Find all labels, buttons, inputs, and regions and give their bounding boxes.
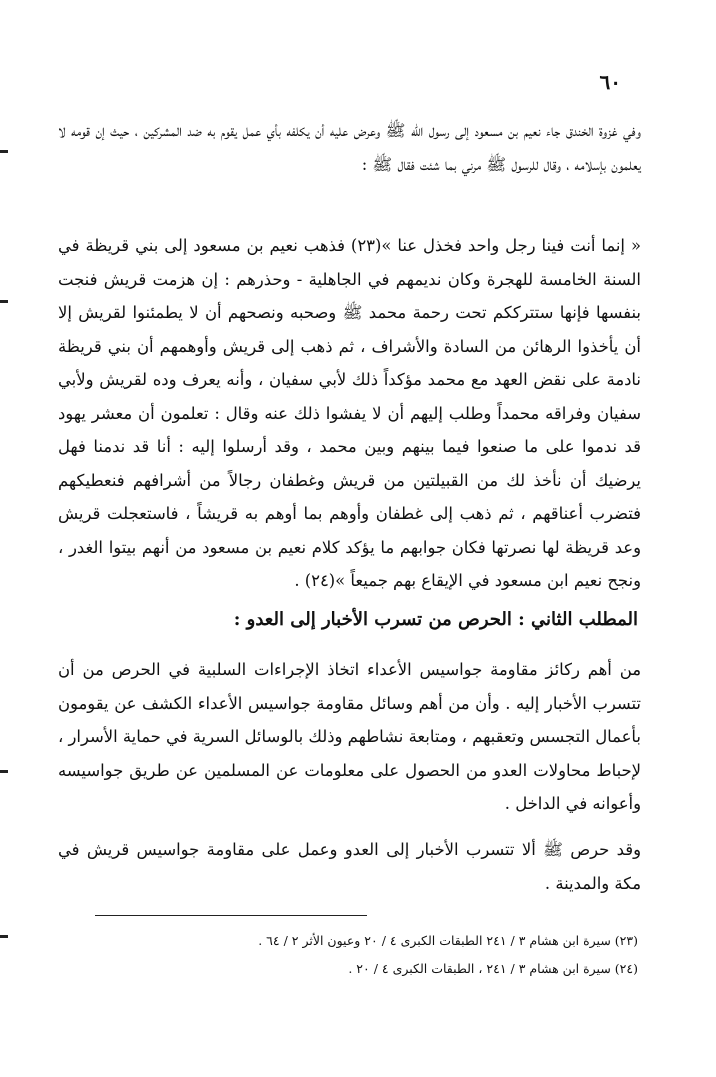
paragraph-counter-espionage: من أهم ركائز مقاومة جواسيس الأعداء اتخاذ الإجراءات السلبية في الحرص من أن تتسرب الأخبار إليه . وأن من أهم وسائل مقاومة جواسيس الأعداء الكشف عن يقومون بأعمال التجسس وتعقبهم ، ومتابعة نشاطهم وذلك بالوسائل السرية في حماية الأسرار ، لإحباط محاولات العدو من الحصول على معلومات عن المسلمين عن طريق جواسيسه وأعوانه في الداخل .: [58, 660, 641, 813]
paragraph-khandaq-intro: وفي غزوة الخندق جاء نعيم بن مسعود إلى رسول الله ﷺ وعرض عليه أن يكلفه بأي عمل يقوم به ضد المشركين ، حيث إن قومه لا يعلمون بإسلامه ، وقال للرسول ﷺ مرني بما شئت فقال ﷺ :: [58, 121, 641, 174]
footnote-divider: [95, 915, 367, 916]
paragraph-prophet-precaution: وقد حرص ﷺ ألا تتسرب الأخبار إلى العدو وعمل على مقاومة جواسيس قريش في مكة والمدينة .: [58, 840, 641, 893]
scan-edge-mark: [0, 935, 8, 938]
section-heading: المطلب الثاني : الحرص من تسرب الأخبار إلى العدو :: [233, 609, 638, 630]
footnotes: [100, 927, 638, 983]
paragraph-nuaym-story: « إنما أنت فينا رجل واحد فخذل عنا »(٢٣) فذهب نعيم بن مسعود إلى بني قريظة في السنة الخامسة للهجرة وكان نديمهم في الجاهلية - وحذرهم : إن هزمت قريش فنجت بنفسها فإنها ستترككم تحت رحمة محمد ﷺ وصحبه ونصحهم أن لا يطمئنوا لقريش إلا أن يأخذوا الرهائن من السادة والأشراف ، ثم ذهب إلى قريش وأوهمهم أن بني قريظة نادمة على نقض العهد مع محمد مؤكداً ذلك لأبي سفيان ، وأنه يعرف وده لقريش ولأبي سفيان وفراقه محمداً وطلب إليهم أن لا يفشوا ذلك عنه وقال : تعلمون أن معشر يهود قد ندموا على ما صنعوا فيما بينهم وبين محمد ، وقد أرسلوا إليه : أنا قد ندمنا فهل يرضيك أن نأخذ لك من القبيلتين من قريش وغطفان رجالاً من أشرافهم فنعطيكهم فتضرب أعناقهم ، ثم ذهب إلى غطفان وأوهم بما أوهم به قريشاً ، فاستعجلت قريش وعد قريظة لها نصرتها فكان جوابهم ما يؤكد كلام نعيم بن مسعود من أنهم بيتوا الغدر ، ونجح نعيم ابن مسعود في الإيقاع بهم جميعاً »(٢٤) .: [58, 236, 641, 590]
footnote: (٢٣) سيرة ابن هشام ٣ / ٢٤١ الطبقات الكبرى ٤ / ٢٠ وعيون الأثر ٢ / ٦٤ .: [258, 933, 638, 948]
page-number: ٦٠: [599, 70, 621, 94]
scan-edge-mark: [0, 300, 8, 303]
scan-edge-mark: [0, 770, 8, 773]
scan-edge-mark: [0, 150, 8, 153]
footnote: (٢٤) سيرة ابن هشام ٣ / ٢٤١ ، الطبقات الكبرى ٤ / ٢٠ .: [348, 961, 638, 976]
